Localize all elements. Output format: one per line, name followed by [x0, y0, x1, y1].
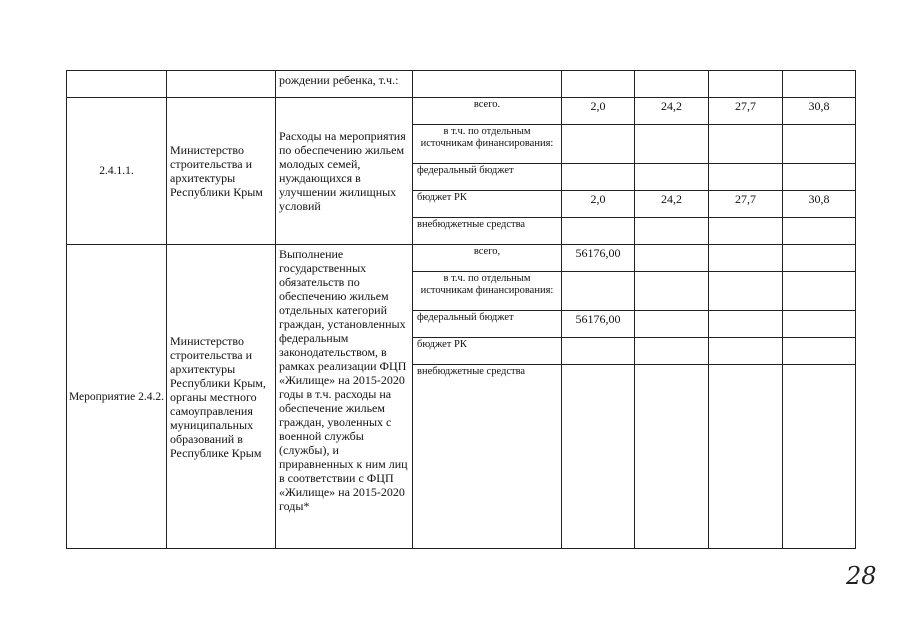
value-cell [635, 272, 709, 311]
value-cell [562, 272, 635, 311]
value-cell [562, 125, 635, 164]
value-cell [783, 311, 856, 338]
value-cell [635, 125, 709, 164]
value-cell: 30,8 [783, 98, 856, 125]
value-cell [635, 245, 709, 272]
value-cell [562, 164, 635, 191]
source-cell: в т.ч. по отдельным источникам финансирования: [413, 125, 562, 164]
source-cell: внебюджетные средства [413, 365, 562, 549]
value-cell: 30,8 [783, 191, 856, 218]
value-cell [709, 125, 783, 164]
value-cell [709, 338, 783, 365]
source-cell: федеральный бюджет [413, 311, 562, 338]
value-cell [635, 365, 709, 549]
source-cell: федеральный бюджет [413, 164, 562, 191]
value-cell [562, 365, 635, 549]
value-cell [783, 365, 856, 549]
value-cell [709, 218, 783, 245]
organization-cell: Министерство строительства и архитектуры Республики Крым, органы местного самоуправления муниципальных образований в Республике Крым [167, 245, 276, 549]
source-cell: всего. [413, 98, 562, 125]
value-cell [562, 338, 635, 365]
value-cell [635, 164, 709, 191]
table-row [67, 71, 856, 98]
value-cell [783, 164, 856, 191]
source-cell: бюджет РК [413, 338, 562, 365]
description-cell: рождении ребенка, т.ч.: [276, 71, 413, 98]
value-cell [783, 125, 856, 164]
value-cell [783, 338, 856, 365]
description-cell: Расходы на мероприятия по обеспечению жильем молодых семей, нуждающихся в улучшении жилищных условий [276, 98, 413, 245]
value-cell: 24,2 [635, 191, 709, 218]
source-cell: всего, [413, 245, 562, 272]
value-cell [635, 338, 709, 365]
value-cell [635, 218, 709, 245]
value-cell: 56176,00 [562, 245, 635, 272]
value-cell [709, 164, 783, 191]
page-number: 28 [846, 562, 877, 590]
financing-table [66, 70, 856, 549]
organization-cell: Министерство строительства и архитектуры Республики Крым [167, 98, 276, 245]
table-row [67, 98, 856, 125]
item-number: Мероприятие 2.4.2. [67, 245, 167, 549]
table-row [67, 245, 856, 272]
value-cell [635, 311, 709, 338]
source-cell: внебюджетные средства [413, 218, 562, 245]
description-cell: Выполнение государственных обязательств по обеспечению жильем отдельных категорий граждан, установленных федеральным законодательством, в рамках реализации ФЦП «Жилище» на 2015-2020 годы в т.ч. расходы на обеспечение жильем граждан, уволенных с военной службы (службы), и приравненных к ним лиц в соответствии с ФЦП «Жилище» на 2015-2020 годы* [276, 245, 413, 549]
value-cell [709, 365, 783, 549]
value-cell [709, 245, 783, 272]
value-cell: 27,7 [709, 98, 783, 125]
value-cell [709, 272, 783, 311]
value-cell [783, 245, 856, 272]
value-cell [562, 218, 635, 245]
value-cell: 27,7 [709, 191, 783, 218]
value-cell [783, 218, 856, 245]
value-cell [709, 311, 783, 338]
source-cell: в т.ч. по отдельным источникам финансирования: [413, 272, 562, 311]
item-number: 2.4.1.1. [67, 98, 167, 245]
value-cell: 56176,00 [562, 311, 635, 338]
source-cell: бюджет РК [413, 191, 562, 218]
value-cell: 2,0 [562, 98, 635, 125]
value-cell: 2,0 [562, 191, 635, 218]
value-cell [783, 272, 856, 311]
value-cell: 24,2 [635, 98, 709, 125]
